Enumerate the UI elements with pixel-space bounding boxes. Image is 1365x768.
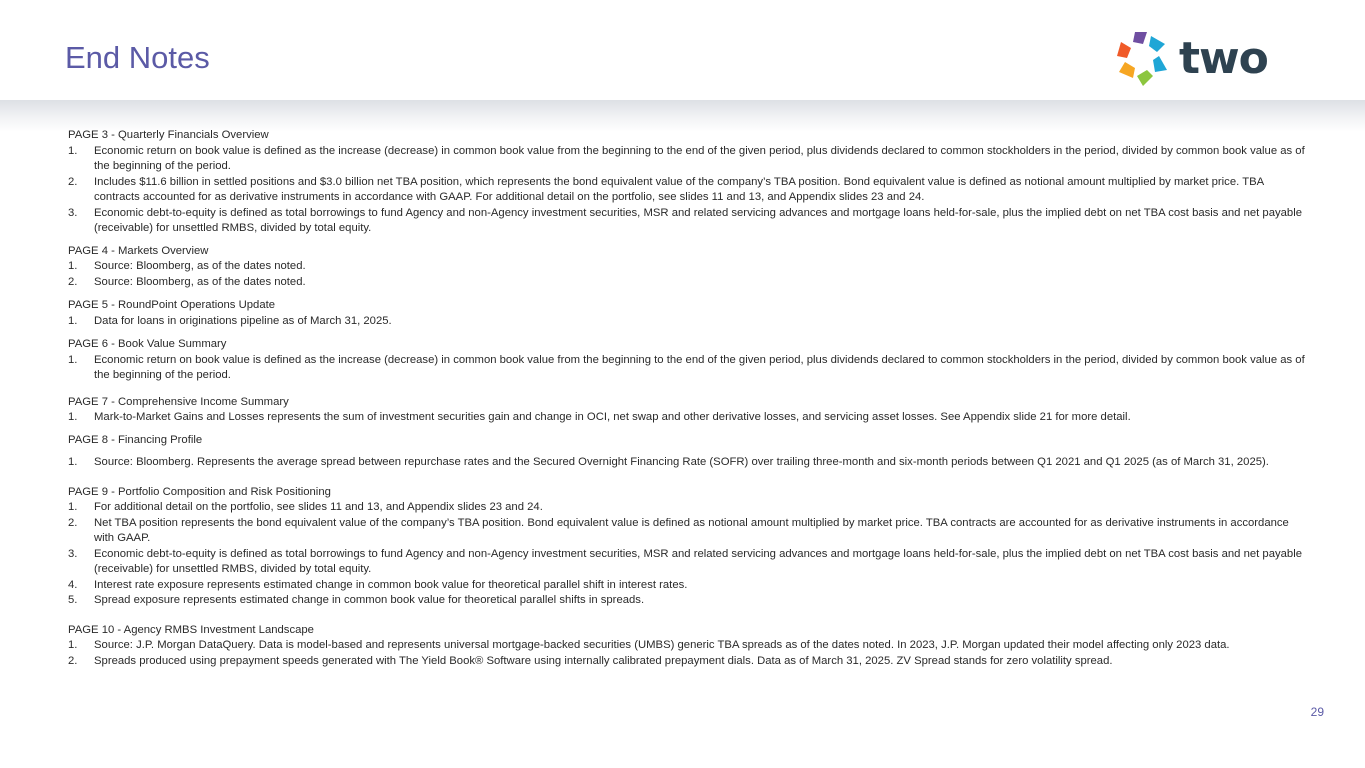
note-text: Spread exposure represents estimated change in common book value for theoretical parallel shifts in spreads. xyxy=(94,594,645,606)
end-notes-body xyxy=(68,128,1308,669)
section-heading: PAGE 8 - Financing Profile xyxy=(68,433,203,446)
note-number: 2. xyxy=(68,275,78,288)
notes-list xyxy=(68,638,1308,669)
notes-section xyxy=(68,485,1308,609)
note-item xyxy=(68,516,1308,547)
pinwheel-logo-icon xyxy=(1113,28,1171,90)
note-text: Source: Bloomberg, as of the dates noted. xyxy=(94,275,306,288)
note-text: Includes $11.6 billion in settled positions and $3.0 billion net TBA position, which represents the bond equivalent value of the company’s TBA position. Bond equivalent value is defined as notional amount multiplied by market price. TBA contracts accounted for as derivative instruments in accordance with GAAP. For additional detail on the portfolio, see slides 11 and 13, and Appendix slides 23 and 24. xyxy=(94,175,1264,203)
note-text: Economic return on book value is defined as the increase (decrease) in common book value from the beginning to the end of the given period, plus dividends declared to common stockholders in the period, divided by common book value as of the beginning of the period. xyxy=(94,353,1305,381)
note-item xyxy=(68,547,1308,578)
section-heading: PAGE 9 - Portfolio Composition and Risk Positioning xyxy=(68,485,331,498)
note-text: Source: J.P. Morgan DataQuery. Data is model-based and represents universal mortgage-backed securities (UMBS) generic TBA spreads as of the dates noted. In 2023, J.P. Morgan updated their model affecting only 2023 data. xyxy=(94,639,1230,651)
page-title: End Notes xyxy=(65,40,210,75)
note-item xyxy=(68,638,1308,654)
notes-section xyxy=(68,128,1308,237)
note-number: 1. xyxy=(68,639,78,651)
notes-section xyxy=(68,337,1308,384)
note-text: Source: Bloomberg. Represents the average spread between repurchase rates and the Secured Overnight Financing Rate (SOFR) over trailing three-month and six-month periods between Q1 2021 and Q1 2025 (as of March 31, 2025). xyxy=(94,456,1269,468)
note-text: For additional detail on the portfolio, see slides 11 and 13, and Appendix slides 23 and 24. xyxy=(94,501,543,513)
notes-section xyxy=(68,433,1308,471)
note-item xyxy=(68,175,1308,206)
section-heading: PAGE 7 - Comprehensive Income Summary xyxy=(68,395,289,408)
note-text: Mark-to-Market Gains and Losses represents the sum of investment securities gain and change in OCI, net swap and other derivative losses, and servicing asset losses. See Appendix slide 21 for more detail. xyxy=(94,411,1131,423)
note-text: Economic return on book value is defined as the increase (decrease) in common book value from the beginning to the end of the given period, plus dividends declared to common stockholders in the period, divided by common book value as of the beginning of the period. xyxy=(94,144,1305,172)
note-text: Net TBA position represents the bond equivalent value of the company’s TBA position. Bond equivalent value is defined as notional amount multiplied by market price. TBA contracts are accounted for as derivative instruments in accordance with GAAP. xyxy=(94,516,1289,544)
page-number: 29 xyxy=(1310,705,1324,719)
note-item xyxy=(68,353,1308,384)
note-number: 1. xyxy=(68,353,78,366)
note-number: 1. xyxy=(68,314,78,327)
note-number: 3. xyxy=(68,547,78,560)
note-item xyxy=(68,500,1308,516)
notes-list xyxy=(68,314,1308,330)
note-item xyxy=(68,314,1308,330)
note-number: 5. xyxy=(68,594,78,606)
note-number: 4. xyxy=(68,578,78,591)
notes-list xyxy=(68,353,1308,384)
note-number: 1. xyxy=(68,260,78,272)
note-text: Data for loans in originations pipeline as of March 31, 2025. xyxy=(94,314,392,327)
note-text: Source: Bloomberg, as of the dates noted. xyxy=(94,260,306,272)
section-heading: PAGE 5 - RoundPoint Operations Update xyxy=(68,299,276,311)
notes-list xyxy=(68,455,1308,471)
note-item xyxy=(68,593,1308,609)
note-item xyxy=(68,654,1308,670)
note-item xyxy=(68,259,1308,275)
notes-list xyxy=(68,144,1308,237)
note-item xyxy=(68,455,1308,471)
note-number: 1. xyxy=(68,456,78,468)
note-number: 2. xyxy=(68,654,78,667)
note-item xyxy=(68,410,1308,426)
section-heading: PAGE 10 - Agency RMBS Investment Landscape xyxy=(68,623,314,636)
note-number: 1. xyxy=(68,501,78,513)
notes-section xyxy=(68,623,1308,670)
notes-list xyxy=(68,410,1308,426)
note-item xyxy=(68,275,1308,291)
notes-section xyxy=(68,395,1308,426)
note-text: Economic debt-to-equity is defined as total borrowings to fund Agency and non-Agency investment securities, MSR and related servicing advances and mortgage loans held-for-sale, plus the implied debt on net TBA cost basis and net payable (receivable) for unsettled RMBS, divided by total equity. xyxy=(94,547,1302,575)
note-text: Interest rate exposure represents estimated change in common book value for theoretical parallel shift in interest rates. xyxy=(94,578,688,591)
notes-list xyxy=(68,259,1308,290)
note-number: 2. xyxy=(68,516,78,529)
note-text: Spreads produced using prepayment speeds generated with The Yield Book® Software using internally calibrated prepayment dials. Data as of March 31, 2025. ZV Spread stands for zero volatility spread. xyxy=(94,654,1113,667)
note-item xyxy=(68,578,1308,594)
note-item xyxy=(68,206,1308,237)
note-number: 2. xyxy=(68,175,78,188)
note-number: 1. xyxy=(68,411,78,423)
notes-section xyxy=(68,298,1308,329)
logo-wordmark: two xyxy=(1179,33,1268,84)
notes-list xyxy=(68,500,1308,609)
section-heading: PAGE 4 - Markets Overview xyxy=(68,244,209,257)
note-number: 3. xyxy=(68,206,78,219)
note-item xyxy=(68,144,1308,175)
note-text: Economic debt-to-equity is defined as total borrowings to fund Agency and non-Agency investment securities, MSR and related servicing advances and mortgage loans held-for-sale, plus the implied debt on net TBA cost basis and net payable (receivable) for unsettled RMBS, divided by total equity. xyxy=(94,206,1302,234)
company-logo xyxy=(1113,27,1293,91)
notes-section xyxy=(68,244,1308,291)
note-number: 1. xyxy=(68,144,78,157)
section-heading: PAGE 6 - Book Value Summary xyxy=(68,338,227,350)
section-heading: PAGE 3 - Quarterly Financials Overview xyxy=(68,129,269,141)
